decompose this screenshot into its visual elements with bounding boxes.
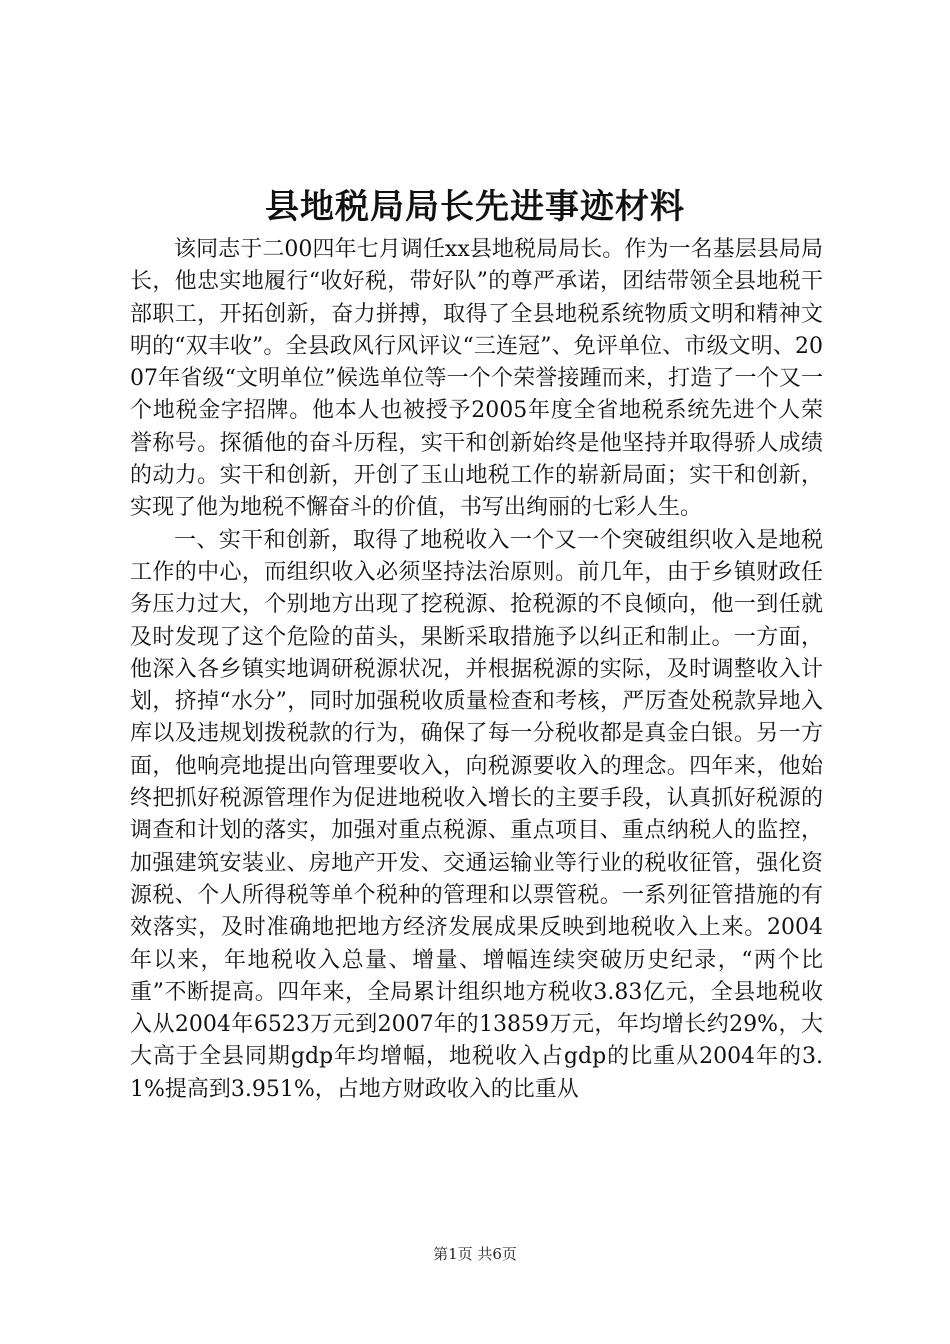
document-title: 县地税局局长先进事迹材料	[265, 187, 685, 227]
paragraph-section-one: 一、实干和创新，取得了地税收入一个又一个突破组织收入是地税工作的中心，而组织收入必须坚持法治原则。前几年，由于乡镇财政任务压力过大，个别地方出现了挖税源、抢税源的不良倾向，他一到任就及时发现了这个危险的苗头，果断采取措施予以纠正和制止。一方面，他深入各乡镇实地调研税源状况，并根据税源的实际，及时调整收入计划，挤掉“水分”，同时加强税收质量检查和考核，严厉查处税款异地入库以及违规划拨税款的行为，确保了每一分税收都是真金白银。另一方面，他响亮地提出向管理要收入，向税源要收入的理念。四年来，他始终把抓好税源管理作为促进地税收入增长的主要手段，认真抓好税源的调查和计划的落实，加强对重点税源、重点项目、重点纳税人的监控，加强建筑安装业、房地产开发、交通运输业等行业的税收征管，强化资源税、个人所得税等单个税种的管理和以票管税。一系列征管措施的有效落实，及时准确地把地方经济发展成果反映到地税收入上来。2004年以来，年地税收入总量、增量、增幅连续突破历史纪录，“两个比重”不断提高。四年来，全局累计组织地方税收3.83亿元，全县地税收入从2004年6523万元到2007年的13859万元，年均增长约29%，大大高于全县同期gdp年均增幅，地税收入占gdp的比重从2004年的3.1%提高到3.951%，占地方财政收入的比重从	[130, 527, 823, 1102]
document-body	[130, 234, 823, 1106]
page-number-footer: 第1页 共6页	[433, 1245, 517, 1263]
paragraph-intro: 该同志于二00四年七月调任xx县地税局局长。作为一名基层县局局长，他忠实地履行“收好税，带好队”的尊严承诺，团结带领全县地税干部职工，开拓创新，奋力拼搏，取得了全县地税系统物质文明和精神文明的“双丰收”。全县政风行风评议“三连冠”、免评单位、市级文明、2007年省级“文明单位”候选单位等一个个荣誉接踵而来，打造了一个又一个地税金字招牌。他本人也被授予2005年度全省地税系统先进个人荣誉称号。探循他的奋斗历程，实干和创新始终是他坚持并取得骄人成绩的动力。实干和创新，开创了玉山地税工作的崭新局面；实干和创新，实现了他为地税不懈奋斗的价值，书写出绚丽的七彩人生。	[130, 237, 823, 521]
